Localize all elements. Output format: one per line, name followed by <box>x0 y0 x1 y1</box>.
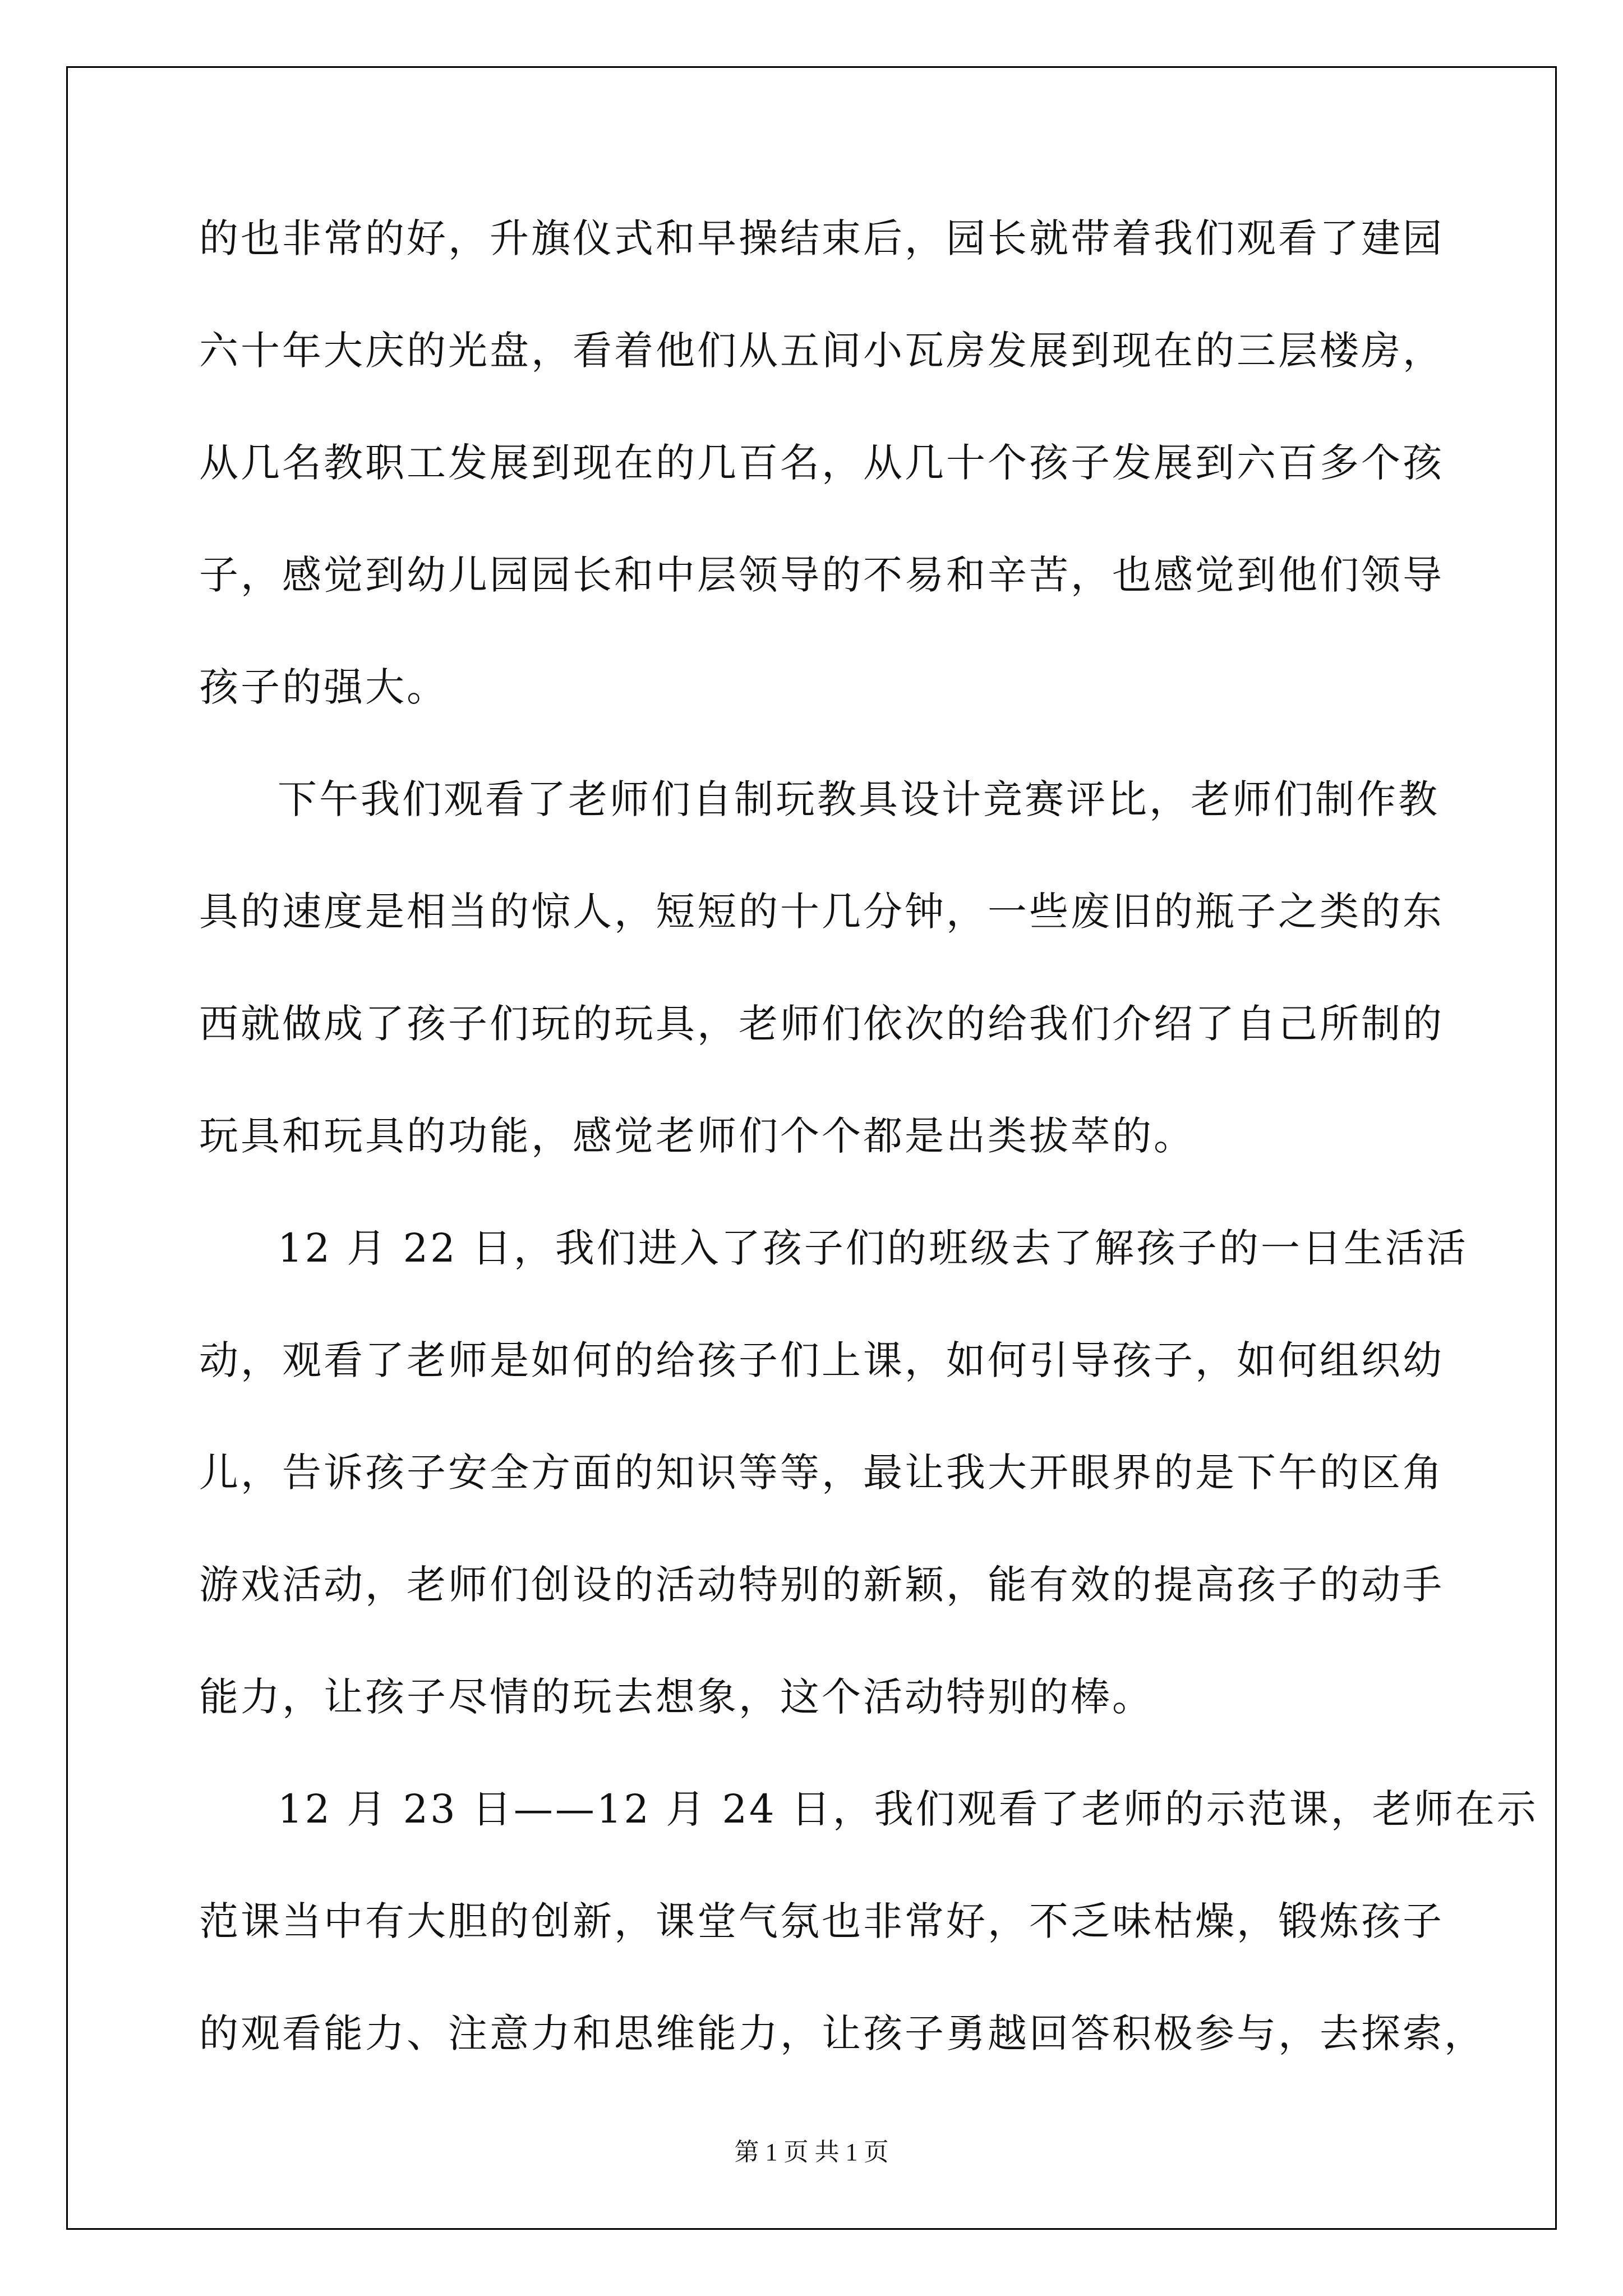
text-line: 的观看能力、注意力和思维能力，让孩子勇越回答积极参与，去探索， <box>199 2010 1486 2056</box>
text-line: 西就做成了孩子们玩的玩具，老师们依次的给我们介绍了自己所制的 <box>199 1001 1444 1047</box>
text-line: 范课当中有大胆的创新，课堂气氛也非常好，不乏味枯燥，锻炼孩子 <box>199 1898 1444 1944</box>
text-line: 六十年大庆的光盘，看着他们从五间小瓦房发展到现在的三层楼房， <box>199 328 1444 374</box>
page-footer: 第 1 页 共 1 页 <box>734 2138 889 2166</box>
paragraph-first-line: 12 月 23 日——12 月 24 日，我们观看了老师的示范课，老师在示 <box>278 1786 1538 1832</box>
text-line: 能力，让孩子尽情的玩去想象，这个活动特别的棒。 <box>199 1674 1154 1720</box>
text-line: 孩子的强大。 <box>199 664 448 710</box>
text-line: 游戏活动，老师们创设的活动特别的新颖，能有效的提高孩子的动手 <box>199 1562 1444 1608</box>
text-line: 子，感觉到幼儿园园长和中层领导的不易和辛苦，也感觉到他们领导 <box>199 552 1444 598</box>
text-line: 的也非常的好，升旗仪式和早操结束后，园长就带着我们观看了建园 <box>199 215 1444 261</box>
text-line: 儿，告诉孩子安全方面的知识等等，最让我大开眼界的是下午的区角 <box>199 1450 1444 1496</box>
text-line: 动，观看了老师是如何的给孩子们上课，如何引导孩子，如何组织幼 <box>199 1337 1444 1383</box>
text-line: 从几名教职工发展到现在的几百名，从几十个孩子发展到六百多个孩 <box>199 440 1444 486</box>
paragraph-first-line: 12 月 22 日，我们进入了孩子们的班级去了解孩子的一日生活活 <box>278 1225 1468 1271</box>
text-line: 具的速度是相当的惊人，短短的十几分钟，一些废旧的瓶子之类的东 <box>199 889 1444 935</box>
paragraph-first-line: 下午我们观看了老师们自制玩教具设计竞赛评比，老师们制作教 <box>278 776 1440 822</box>
text-line: 玩具和玩具的功能，感觉老师们个个都是出类拔萃的。 <box>199 1113 1195 1159</box>
